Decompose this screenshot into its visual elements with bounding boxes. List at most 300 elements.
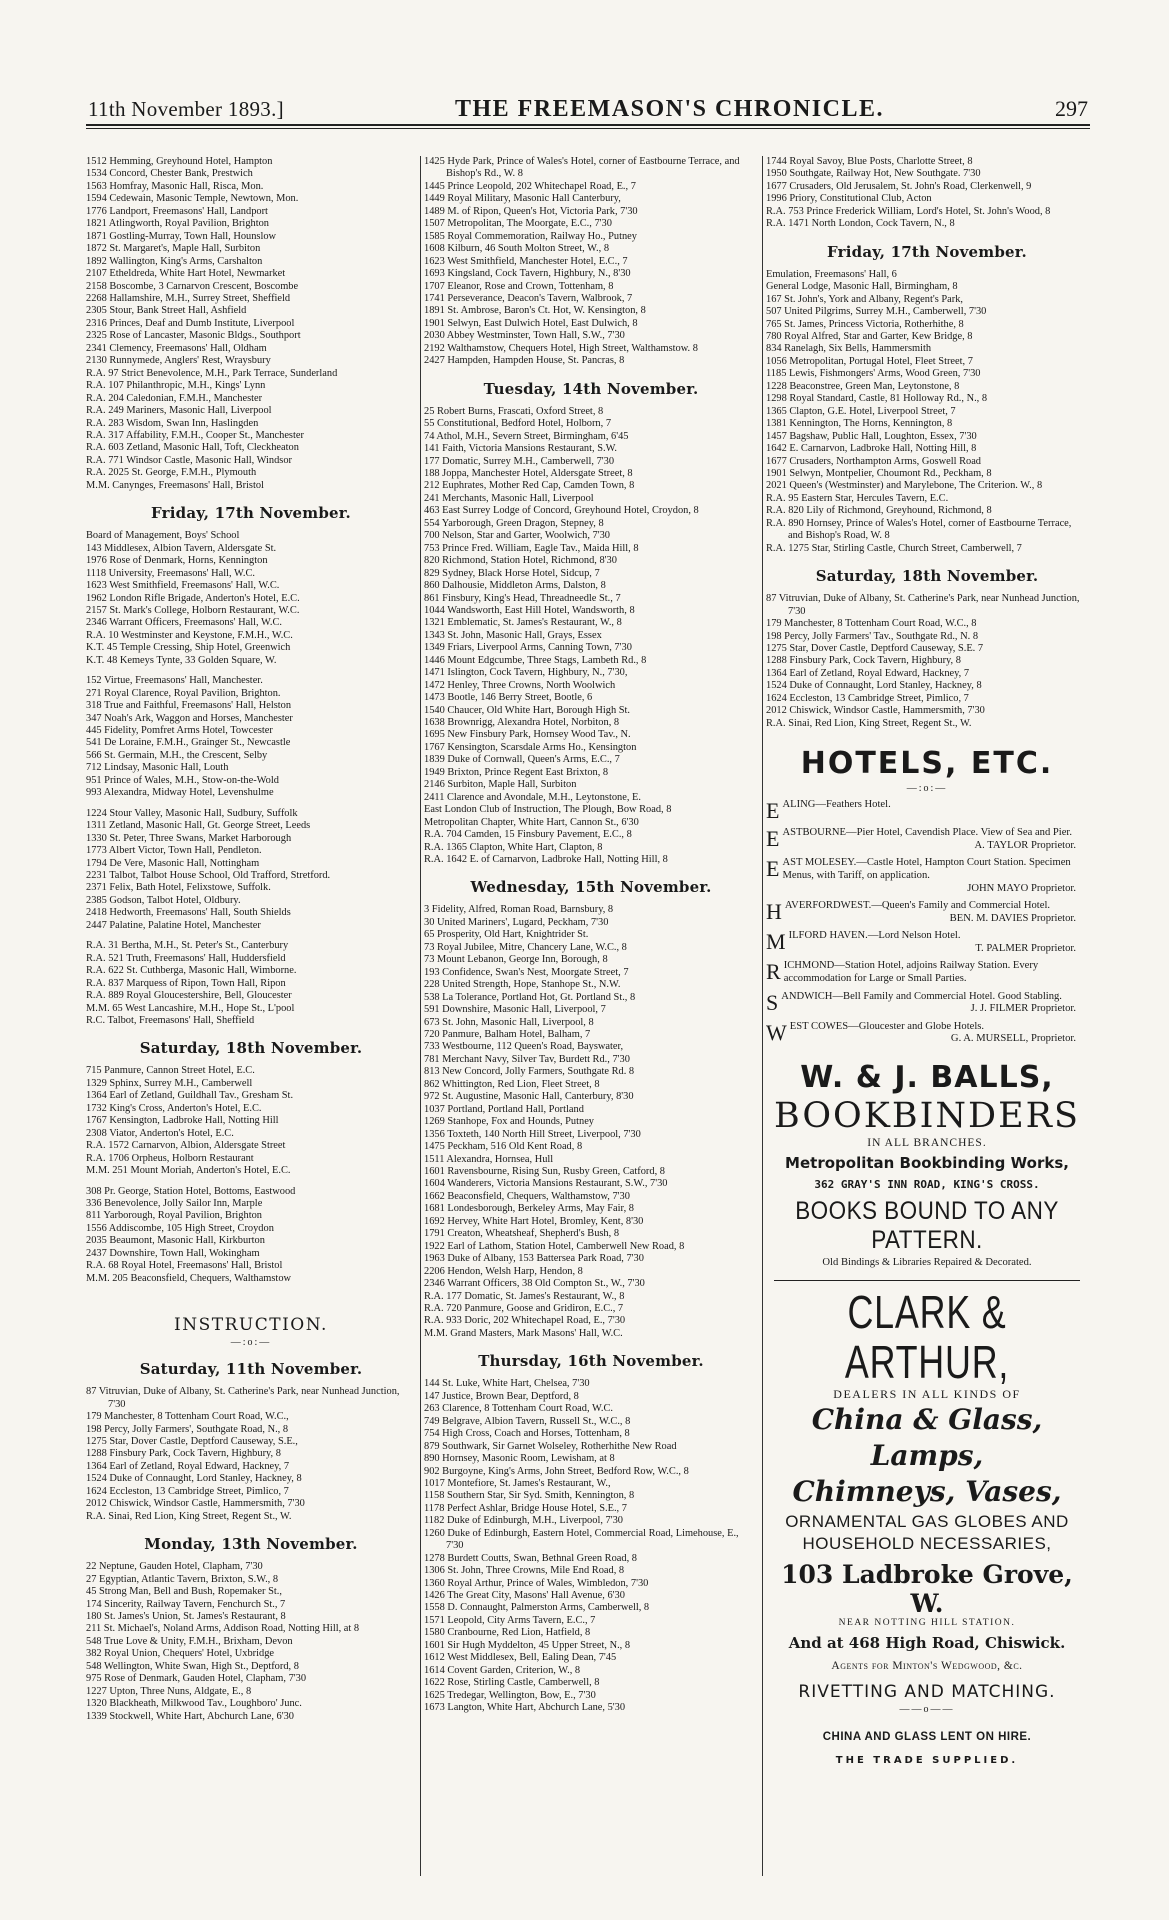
lodge-entry: 1580 Cranbourne, Red Lion, Hatfield, 8 [424,1627,591,1639]
lodge-entry: R.A. 177 Domatic, St. James's Restaurant, W., 8 [424,1290,625,1302]
header-rule [86,124,1090,126]
lodge-entry: 1625 Tredegar, Wellington, Bow, E., 7'30 [424,1689,596,1701]
lodge-entry: 1776 Landport, Freemasons' Hall, Landport [86,205,268,217]
lodge-entry: 141 Faith, Victoria Mansions Restaurant, S.W. [424,443,618,455]
lodge-entry: 1321 Emblematic, St. James's Restaurant, W., 8 [424,617,622,629]
lodge-entry: 1044 Wandsworth, East Hill Hotel, Wandsworth, 8 [424,604,635,616]
lodge-entry: R.A. 889 Royal Gloucestershire, Bell, Gloucester [86,990,292,1002]
lodge-entry: 2012 Chiswick, Windsor Castle, Hammersmith, 7'30 [86,1498,305,1510]
lodge-entry: 1571 Leopold, City Arms Tavern, E.C., 7 [424,1614,596,1626]
lodge-entry: 1228 Beaconstree, Green Man, Leytonstone, 8 [766,380,960,392]
lodge-entry: 2371 Felix, Bath Hotel, Felixstowe, Suffolk. [86,882,271,894]
drop-cap: M [766,929,786,955]
lodge-entry: 1922 Earl of Lathom, Station Hotel, Camberwell New Road, 8 [424,1240,685,1252]
lodge-entry: R.A. 1275 Star, Stirling Castle, Church Street, Camberwell, 7 [766,542,1022,554]
lodge-entry: 2325 Rose of Lancaster, Masonic Bldgs., Southport [86,330,301,342]
lodge-entry: 1158 Southern Star, Sir Syd. Smith, Kennington, 8 [424,1490,635,1502]
column-1 [86,156,416,1882]
lodge-entry: R.A. 10 Westminster and Keystone, F.M.H., W.C. [86,629,293,641]
lodge-entry: 1227 Upton, Three Nuns, Aldgate, E., 8 [86,1685,252,1697]
lodge-entry: 1118 University, Freemasons' Hall, W.C. [86,567,255,579]
lodge-entry: 1364 Earl of Zetland, Guildhall Tav., Gresham St. [86,1090,294,1102]
lodge-entry: 2341 Clemency, Freemasons' Hall, Oldham [86,342,267,354]
lodge-entry: 25 Robert Burns, Frascati, Oxford Street, 8 [424,405,604,417]
page-number: 297 [1055,96,1088,121]
lodge-entry: 73 Mount Lebanon, George Inn, Borough, 8 [424,954,608,966]
lodge-entry: 1976 Rose of Denmark, Horns, Kennington [86,555,268,567]
lodge-entry: 27 Egyptian, Atlantic Tavern, Brixton, S.W., 8 [86,1573,279,1585]
lodge-entry: 198 Percy, Jolly Farmers' Tav., Southgate Rd., N. 8 [766,630,979,642]
lodge-entry: 1260 Duke of Edinburgh, Eastern Hotel, Commercial Road, Limehouse, E., 7'30 [424,1527,739,1552]
lodge-entry: Metropolitan Chapter, White Hart, Cannon St., 6'30 [424,816,639,828]
lodge-entry: 2146 Surbiton, Maple Hall, Surbiton [424,779,577,791]
lodge-entry: R.A. 933 Doric, 202 Whitechapel Road, E., 7'30 [424,1315,626,1327]
lodge-entry: 2158 Boscombe, 3 Carnarvon Crescent, Boscombe [86,280,299,292]
lodge-entry: 1311 Zetland, Masonic Hall, Gt. George Street, Leeds [86,820,311,832]
lodge-entry: 174 Sincerity, Railway Tavern, Fenchurch St., 7 [86,1598,286,1610]
lodge-entry: 1558 D. Connaught, Palmerston Arms, Camberwell, 8 [424,1602,650,1614]
lodge-entry: 720 Panmure, Balham Hotel, Balham, 7 [424,1029,591,1040]
lodge-entry: 548 Wellington, White Swan, High St., Deptford, 8 [86,1660,299,1672]
lodge-entry: 1037 Portland, Portland Hall, Portland [424,1103,584,1115]
lodge-entry: 1275 Star, Dover Castle, Deptford Causeway, S.E., [86,1435,298,1447]
hotel-ad [766,857,1088,895]
lodge-entry: 463 East Surrey Lodge of Concord, Greyhound Hotel, Croydon, 8 [424,505,699,517]
lodge-entry: 1524 Duke of Connaught, Lord Stanley, Hackney, 8 [86,1473,302,1485]
lodge-entry: 975 Rose of Denmark, Gauden Hotel, Clapham, 7'30 [86,1673,307,1685]
lodge-entry: 1446 Mount Edgcumbe, Three Stags, Lambeth Rd., 8 [424,654,647,666]
lodge-entry: 1821 Atlingworth, Royal Pavilion, Brighton [86,218,269,230]
lodge-entry: K.T. 48 Kemeys Tynte, 33 Golden Square, W. [86,654,277,666]
lodge-list [86,808,416,933]
lodge-entry: 30 United Mariners', Lugard, Peckham, 7'30 [424,916,609,928]
lodge-entry: 73 Royal Jubilee, Mitre, Chancery Lane, W.C., 8 [424,941,627,953]
drop-cap: S [766,989,779,1015]
lodge-entry: 1473 Bootle, 146 Berry Street, Bootle, 6 [424,692,593,704]
lodge-entry: 2385 Godson, Talbot Hotel, Oldbury. [86,894,241,906]
lodge-entry: 193 Confidence, Swan's Nest, Moorgate Street, 7 [424,966,629,978]
hotel-ad [766,799,1088,822]
lodge-entry: 1534 Concord, Chester Bank, Prestwich [86,168,253,180]
lodge-entry: 179 Manchester, 8 Tottenham Court Road, W.C., 8 [766,618,977,630]
lodge-list [86,1386,416,1523]
clark-advert-ornamental: ORNAMENTAL GAS GLOBES AND [785,1512,1069,1532]
hotel-description: ANDWICH—Bell Family and Commercial Hotel. Good Stabling. [781,990,1062,1002]
hotel-proprietor: JOHN MAYO Proprietor. [967,882,1076,894]
lodge-entry: 1612 West Middlesex, Bell, Ealing Dean, 7'45 [424,1652,617,1664]
clark-advert-agents: Agents for Minton's Wedgwood, &c. [831,1660,1023,1673]
section-heading-thursday: Thursday, 16th November. [478,1352,704,1371]
lodge-entry: 1298 Royal Standard, Castle, 81 Holloway Rd., N., 8 [766,393,988,405]
lodge-entry: 1732 King's Cross, Anderton's Hotel, E.C. [86,1102,262,1114]
lodge-entry: 1642 E. Carnarvon, Ladbroke Hall, Notting Hill, 8 [766,443,977,455]
balls-advert-slogan: BOOKS BOUND TO ANY PATTERN. [795,1197,1059,1255]
hotel-description: ASTBOURNE—Pier Hotel, Cavendish Place. View of Sea and Pier. [782,827,1073,839]
issue-date: 11th November 1893.] [88,97,284,121]
lodge-entry: 1614 Covent Garden, Criterion, W., 8 [424,1664,581,1676]
lodge-entry: R.A. 1365 Clapton, White Hart, Clapton, 8 [424,841,603,853]
balls-advert-works: Metropolitan Bookbinding Works, [785,1154,1069,1173]
lodge-entry: 1524 Duke of Connaught, Lord Stanley, Hackney, 8 [766,680,982,692]
lodge-list [424,1378,758,1714]
lodge-entry: 2012 Chiswick, Windsor Castle, Hammersmith, 7'30 [766,705,985,717]
lodge-list [766,269,1088,555]
lodge-entry: 861 Finsbury, King's Head, Threadneedle St., 7 [424,592,621,604]
lodge-entry: 566 St. Germain, M.H., the Crescent, Selby [86,749,268,761]
ornament-divider: ——o—— [899,1704,955,1716]
lodge-entry: R.A. 95 Eastern Star, Hercules Tavern, E.C. [766,492,949,504]
lodge-entry: 144 St. Luke, White Hart, Chelsea, 7'30 [424,1378,590,1390]
lodge-list [424,904,758,1340]
lodge-entry: 2157 St. Mark's College, Holborn Restaurant, W.C. [86,604,300,616]
section-heading-wednesday: Wednesday, 15th November. [470,878,712,897]
lodge-entry: 1356 Toxteth, 140 North Hill Street, Liverpool, 7'30 [424,1128,641,1140]
lodge-entry: 1741 Perseverance, Deacon's Tavern, Walbrook, 7 [424,292,633,304]
lodge-entry: 712 Lindsay, Masonic Hall, Louth [86,762,229,774]
lodge-entry: 1364 Earl of Zetland, Royal Edward, Hackney, 7 [766,667,970,679]
lodge-entry: 2107 Etheldreda, White Hart Hotel, Newmarket [86,268,286,280]
lodge-entry: Board of Management, Boys' School [86,530,240,542]
lodge-list [766,593,1088,730]
lodge-entry: R.A. 603 Zetland, Masonic Hall, Toft, Cleckheaton [86,442,299,454]
lodge-entry: 1608 Kilburn, 46 South Molton Street, W., 8 [424,243,610,255]
lodge-entry: 1339 Stockwell, White Hart, Abchurch Lane, 6'30 [86,1710,294,1722]
lodge-entry: 813 New Concord, Jolly Farmers, Southgate Rd. 8 [424,1066,635,1078]
balls-advert-trade: BOOKBINDERS [773,1096,1081,1137]
lodge-entry: 143 Middlesex, Albion Tavern, Aldersgate St. [86,542,277,554]
lodge-entry: 2411 Clarence and Avondale, M.H., Leytonstone, E. [424,791,641,803]
lodge-entry: M.M. 251 Mount Moriah, Anderton's Hotel, E.C. [86,1165,291,1177]
lodge-entry: 820 Richmond, Station Hotel, Richmond, 8'30 [424,555,617,567]
lodge-entry: 1563 Homfray, Masonic Hall, Risca, Mon. [86,180,264,192]
lodge-entry: 1963 Duke of Albany, 153 Battersea Park Road, 7'30 [424,1253,644,1265]
lodge-entry: 1185 Lewis, Fishmongers' Arms, Wood Green, 7'30 [766,368,981,380]
lodge-entry: 1269 Stanhope, Fox and Hounds, Putney [424,1116,594,1128]
lodge-entry: 179 Manchester, 8 Tottenham Court Road, W.C., [86,1411,289,1423]
lodge-entry: 198 Percy, Jolly Farmers', Southgate Road, N., 8 [86,1423,289,1435]
lodge-entry: R.A. 317 Affability, F.M.H., Cooper St., Manchester [86,429,304,441]
lodge-entry: 1275 Star, Dover Castle, Deptford Causeway, S.E. 7 [766,642,984,654]
lodge-entry: 2030 Abbey Westminster, Town Hall, S.W., 7'30 [424,330,625,342]
lodge-entry: 780 Royal Alfred, Star and Garter, Kew Bridge, 8 [766,330,973,342]
lodge-entry: 1892 Wallington, King's Arms, Carshalton [86,255,263,267]
lodge-entry: 1901 Selwyn, East Dulwich Hotel, East Dulwich, 8 [424,317,638,329]
lodge-entry: 445 Fidelity, Pomfret Arms Hotel, Towcester [86,725,273,737]
lodge-entry: R.A. Sinai, Red Lion, King Street, Regent St., W. [766,717,972,729]
lodge-entry: M.M. 205 Beaconsfield, Chequers, Walthamstow [86,1272,292,1284]
lodge-entry: R.A. 2025 St. George, F.M.H., Plymouth [86,467,257,479]
lodge-entry: R.A. 704 Camden, 15 Finsbury Pavement, E.C., 8 [424,829,632,841]
lodge-list [424,156,758,368]
lodge-entry: 753 Prince Fred. William, Eagle Tav., Maida Hill, 8 [424,542,639,554]
lodge-entry: 1677 Crusaders, Northampton Arms, Goswell Road [766,455,982,467]
drop-cap: H [766,899,782,925]
lodge-entry: 1601 Ravensbourne, Rising Sun, Rusby Green, Catford, 8 [424,1165,665,1177]
lodge-entry: 382 Royal Union, Chequers' Hotel, Uxbridge [86,1648,275,1660]
hotel-description: ICHMOND—Station Hotel, adjoins Railway Station. Every accommodation for Large or Small Parties. [783,960,1039,985]
lodge-entry: 1278 Burdett Coutts, Swan, Bethnal Green Road, 8 [424,1552,637,1564]
clark-advert-line2: Chimneys, Vases, [792,1475,1062,1509]
section-heading-friday: Friday, 17th November. [827,242,1027,261]
lodge-entry: 1425 Hyde Park, Prince of Wales's Hotel, corner of Eastbourne Terrace, and Bishop's Rd., W. 8 [424,156,740,180]
lodge-entry: R.A. 622 St. Cuthberga, Masonic Hall, Wimborne. [86,965,297,977]
hotel-ads [766,799,1088,1046]
lodge-entry: 1662 Beaconsfield, Chequers, Walthamstow, 7'30 [424,1190,630,1202]
lodge-entry: 862 Whittington, Red Lion, Fleet Street, 8 [424,1078,600,1090]
lodge-entry: R.A. 249 Mariners, Masonic Hall, Liverpool [86,405,272,417]
lodge-entry: 1475 Peckham, 516 Old Kent Road, 8 [424,1141,583,1153]
lodge-entry: 1426 The Great City, Masons' Hall Avenue, 6'30 [424,1590,625,1602]
hotel-description: AST MOLESEY.—Castle Hotel, Hampton Court Station. Specimen Menus, with Tariff, on application. [782,857,1071,881]
clark-advert-hire: CHINA AND GLASS LENT ON HIRE. [822,1731,1032,1744]
lodge-entry: 834 Ranelagh, Six Bells, Hammersmith [766,343,932,355]
lodge-entry: 1891 St. Ambrose, Baron's Ct. Hot, W. Kensington, 8 [424,305,646,317]
lodge-entry: 2206 Hendon, Welsh Harp, Hendon, 8 [424,1265,583,1277]
lodge-entry: 1343 St. John, Masonic Hall, Grays, Essex [424,629,602,641]
lodge-entry: 829 Sydney, Black Horse Hotel, Sidcup, 7 [424,567,600,579]
lodge-entry: 1288 Finsbury Park, Cock Tavern, Highbury, 8 [86,1448,281,1460]
lodge-entry: 1871 Gostling-Murray, Town Hall, Hounslow [86,230,277,242]
lodge-entry: 993 Alexandra, Midway Hotel, Levenshulme [86,787,274,799]
lodge-entry: 2305 Stour, Bank Street Hall, Ashfield [86,305,247,317]
lodge-entry: 318 True and Faithful, Freemasons' Hall, Helston [86,700,292,712]
lodge-entry: General Lodge, Masonic Hall, Birmingham, 8 [766,281,958,293]
lodge-entry: 1556 Addiscombe, 105 High Street, Croydon [86,1222,274,1234]
lodge-entry: 1594 Cedewain, Masonic Temple, Newtown, Mon. [86,193,299,205]
lodge-entry: R.A. 283 Wisdom, Swan Inn, Haslingden [86,417,259,429]
lodge-entry: 347 Noah's Ark, Waggon and Horses, Manchester [86,712,293,724]
hotel-proprietor: T. PALMER Proprietor. [975,942,1076,954]
hotels-heading: HOTELS, ETC. [800,746,1054,782]
lodge-entry: R.A. 31 Bertha, M.H., St. Peter's St., Canterbury [86,940,289,952]
lodge-entry: 902 Burgoyne, King's Arms, John Street, Bedford Row, W.C., 8 [424,1465,689,1477]
clark-advert-dealers: DEALERS IN ALL KINDS OF [833,1387,1021,1402]
lodge-entry: R.A. 107 Philanthropic, M.H., Kings' Lynn [86,380,266,392]
lodge-entry: 87 Vitruvian, Duke of Albany, St. Catherine's Park, near Nunhead Junction, 7'30 [766,593,1080,617]
lodge-entry: 1364 Earl of Zetland, Royal Edward, Hackney, 7 [86,1460,290,1472]
section-heading-saturday-instruction: Saturday, 11th November. [139,1360,363,1379]
clark-advert-rivetting: RIVETTING AND MATCHING. [798,1682,1056,1703]
lodge-entry: 890 Hornsey, Masonic Room, Lewisham, at 8 [424,1453,615,1465]
lodge-entry: 1360 Royal Arthur, Prince of Wales, Wimbledon, 7'30 [424,1577,649,1589]
section-heading-monday: Monday, 13th November. [144,1535,358,1554]
lodge-entry: 749 Belgrave, Albion Tavern, Russell St., W.C., 8 [424,1415,631,1427]
lodge-entry: 1773 Albert Victor, Town Hall, Pendleton. [86,845,262,857]
lodge-entry: R.A. 771 Windsor Castle, Masonic Hall, Windsor [86,454,293,466]
section-heading-saturday: Saturday, 18th November. [139,1039,363,1058]
lodge-entry: 1507 Metropolitan, The Moorgate, E.C., 7'30 [424,218,612,230]
lodge-entry: 1692 Hervey, White Hart Hotel, Bromley, Kent, 8'30 [424,1215,644,1227]
lodge-entry: 781 Merchant Navy, Silver Tav, Burdett Rd., 7'30 [424,1053,630,1065]
lodge-entry: 1839 Duke of Cornwall, Queen's Arms, E.C., 7 [424,754,620,766]
lodge-entry: 765 St. James, Princess Victoria, Rotherhithe, 8 [766,318,964,330]
lodge-entry: 1794 De Vere, Masonic Hall, Nottingham [86,857,260,869]
lodge-entry: 1601 Sir Hugh Myddelton, 45 Upper Street, N., 8 [424,1639,631,1651]
lodge-entry: 271 Royal Clarence, Royal Pavilion, Brighton. [86,687,281,699]
header-rule-thin [86,128,1090,129]
lodge-entry: 1744 Royal Savoy, Blue Posts, Charlotte Street, 8 [766,156,973,167]
lodge-entry: R.A. 890 Hornsey, Prince of Wales's Hotel, corner of Eastbourne Terrace, and Bishop's Road, W. 8 [766,517,1072,542]
hotel-ad [766,900,1088,925]
lodge-entry: 2316 Princes, Deaf and Dumb Institute, Liverpool [86,317,295,329]
clark-advert-branch: And at 468 High Road, Chiswick. [788,1634,1066,1653]
lodge-entry: 2308 Viator, Anderton's Hotel, E.C. [86,1127,234,1139]
lodge-entry: 1330 St. Peter, Three Swans, Market Harborough [86,832,292,844]
lodge-entry: 1182 Duke of Edinburgh, M.H., Liverpool, 7'30 [424,1515,623,1527]
lodge-entry: R.A. 753 Prince Frederick William, Lord's Hotel, St. John's Wood, 8 [766,205,1051,217]
lodge-list [86,1065,416,1177]
lodge-entry: East London Club of Instruction, The Plough, Bow Road, 8 [424,804,672,816]
lodge-entry: 1677 Crusaders, Old Jerusalem, St. John's Road, Clerkenwell, 9 [766,180,1032,192]
lodge-entry: 1471 Islington, Cock Tavern, Highbury, N., 7'30, [424,667,628,679]
lodge-entry: 2231 Talbot, Talbot House School, Old Trafford, Stretford. [86,870,331,882]
drop-cap: E [766,798,780,824]
column-2 [424,156,758,1882]
lodge-entry: 1996 Priory, Constitutional Club, Acton [766,193,932,205]
ornament-divider: —:o:— [230,1337,272,1349]
lodge-entry: 1872 St. Margaret's, Maple Hall, Surbiton [86,243,261,255]
lodge-entry: 1306 St. John, Three Crowns, Mile End Road, 8 [424,1565,625,1577]
lodge-entry: R.A. 1642 E. of Carnarvon, Ladbroke Hall, Notting Hill, 8 [424,854,668,866]
hotel-proprietor: BEN. M. DAVIES Proprietor. [949,912,1076,924]
balls-advert-address: 362 GRAY'S INN ROAD, KING'S CROSS. [814,1178,1040,1192]
lodge-entry: 241 Merchants, Masonic Hall, Liverpool [424,492,594,504]
lodge-entry: 55 Constitutional, Bedford Hotel, Holborn, 7 [424,418,612,430]
lodge-list [424,406,758,867]
lodge-entry: 2437 Downshire, Town Hall, Wokingham [86,1247,260,1259]
lodge-entry: 65 Prosperity, Old Hart, Knightrider St. [424,929,589,941]
lodge-entry: 1707 Eleanor, Rose and Crown, Tottenham, 8 [424,280,614,292]
lodge-entry: 554 Yarborough, Green Dragon, Stepney, 8 [424,517,604,529]
lodge-entry: R.A. 1572 Carnarvon, Albion, Aldersgate Street [86,1140,286,1152]
lodge-entry: 1623 West Smithfield, Manchester Hotel, E.C., 7 [424,255,628,267]
lodge-entry: 2021 Queen's (Westminster) and Marylebone, The Criterion. W., 8 [766,480,1043,492]
drop-cap: E [766,856,780,882]
lodge-entry: K.T. 45 Temple Cressing, Ship Hotel, Greenwich [86,642,291,654]
lodge-entry: 1329 Sphinx, Surrey M.H., Camberwell [86,1077,253,1089]
lodge-entry: 1950 Southgate, Railway Hot, New Southgate. 7'30 [766,168,981,180]
lodge-entry: 754 High Cross, Coach and Horses, Tottenham, 8 [424,1428,630,1440]
lodge-entry: 811 Yarborough, Royal Pavilion, Brighton [86,1210,262,1222]
balls-advert-name: W. & J. BALLS, [800,1060,1054,1096]
lodge-entry: 1623 West Smithfield, Freemasons' Hall, W.C. [86,580,280,592]
lodge-entry: 1767 Kensington, Scarsdale Arms Ho., Kensington [424,741,637,753]
lodge-entry: 1604 Wanderers, Victoria Mansions Restaurant, S.W., 7'30 [424,1178,668,1190]
hotel-ad [766,991,1088,1016]
lodge-entry: 1511 Alexandra, Hornsea, Hull [424,1153,554,1165]
hotel-description: EST COWES—Gloucester and Globe Hotels. [789,1020,985,1032]
lodge-entry: 733 Westbourne, 112 Queen's Road, Bayswater, [424,1041,624,1053]
instruction-heading: INSTRUCTION. [174,1315,328,1336]
drop-cap: E [766,826,780,852]
lodge-entry: R.C. Talbot, Freemasons' Hall, Sheffield [86,1015,255,1026]
lodge-entry: 211 St. Michael's, Noland Arms, Addison Road, Notting Hill, at 8 [86,1623,360,1635]
lodge-entry: 2035 Beaumont, Masonic Hall, Kirkburton [86,1235,265,1247]
lodge-entry: 1638 Brownrigg, Alexandra Hotel, Norbiton, 8 [424,717,620,729]
hotel-ad [766,930,1088,955]
lodge-entry: 228 United Strength, Hope, Stanhope St., N.W. [424,979,621,991]
hotel-ad [766,827,1088,852]
lodge-entry: 1178 Perfect Ashlar, Bridge House Hotel, S.E., 7 [424,1502,627,1514]
lodge-list [86,940,416,1027]
lodge-entry: 2268 Hallamshire, M.H., Surrey Street, Sheffield [86,292,291,304]
lodge-entry: 1224 Stour Valley, Masonic Hall, Sudbury, Suffolk [86,807,298,819]
lodge-entry: 1320 Blackheath, Milkwood Tav., Loughboro' Junc. [86,1698,302,1710]
lodge-entry: 2346 Warrant Officers, Freemasons' Hall, W.C. [86,617,283,629]
lodge-entry: 1056 Metropolitan, Portugal Hotel, Fleet Street, 7 [766,355,973,367]
lodge-entry: 860 Dalhousie, Middleton Arms, Dalston, 8 [424,580,606,592]
lodge-entry: 1767 Kensington, Ladbroke Hall, Notting Hill [86,1115,279,1127]
lodge-entry: R.A. 521 Truth, Freemasons' Hall, Huddersfield [86,952,286,964]
section-heading-friday: Friday, 17th November. [151,504,351,523]
lodge-entry: R.A. 1706 Orpheus, Holborn Restaurant [86,1152,254,1164]
hotel-proprietor: J. J. FILMER Proprietor. [970,1003,1076,1015]
lodge-entry: 1791 Creaton, Wheatsheaf, Shepherd's Bush, 8 [424,1228,620,1240]
lodge-entry: 180 St. James's Union, St. James's Restaurant, 8 [86,1610,286,1622]
column-divider [762,156,763,1876]
lodge-list [86,1561,416,1723]
clark-advert-name: CLARK & ARTHUR, [844,1286,1010,1389]
lodge-entry: 188 Joppa, Manchester Hotel, Aldersgate Street, 8 [424,467,633,479]
lodge-entry: 673 St. John, Masonic Hall, Liverpool, 8 [424,1016,594,1028]
lodge-entry: 591 Downshire, Masonic Hall, Liverpool, 7 [424,1004,606,1016]
lodge-entry: 263 Clarence, 8 Tottenham Court Road, W.C. [424,1403,613,1415]
balls-advert-branches: IN ALL BRANCHES. [867,1137,987,1150]
hotel-description: ALING—Feathers Hotel. [782,799,891,811]
lodge-entry: 538 La Tolerance, Portland Hot, Gt. Portland St., 8 [424,991,636,1003]
lodge-entry: 1512 Hemming, Greyhound Hotel, Hampton [86,156,273,167]
lodge-entry: 1681 Londesborough, Berkeley Arms, May Fair, 8 [424,1203,634,1215]
lodge-entry: R.A. 720 Panmure, Goose and Gridiron, E.C., 7 [424,1302,624,1314]
clark-advert-household: HOUSEHOLD NECESSARIES, [802,1534,1052,1554]
lodge-entry: M.M. 65 West Lancashire, M.H., Hope St., L'pool [86,1002,295,1014]
lodge-entry: 1622 Rose, Stirling Castle, Camberwell, 8 [424,1677,600,1689]
lodge-entry: 2130 Runnymede, Anglers' Rest, Wraysbury [86,355,271,367]
lodge-entry: 1949 Brixton, Prince Regent East Brixton, 8 [424,766,609,778]
lodge-entry: 147 Justice, Brown Bear, Deptford, 8 [424,1390,579,1402]
lodge-entry: 1349 Friars, Liverpool Arms, Canning Town, 7'30 [424,642,632,654]
section-heading-saturday: Saturday, 18th November. [815,567,1039,586]
lodge-list [86,530,416,667]
lodge-list [86,675,416,800]
lodge-entry: M.M. Grand Masters, Mark Masons' Hall, W.C. [424,1327,623,1339]
lodge-entry: 1445 Prince Leopold, 202 Whitechapel Road, E., 7 [424,180,636,192]
lodge-entry: R.A. Sinai, Red Lion, King Street, Regent St., W. [86,1510,292,1522]
lodge-entry: 1457 Bagshaw, Public Hall, Loughton, Essex, 7'30 [766,430,977,442]
lodge-entry: 2427 Hampden, Hampden House, St. Pancras, 8 [424,355,625,367]
lodge-list [766,156,1088,231]
lodge-entry: R.A. 68 Royal Hotel, Freemasons' Hall, Bristol [86,1260,283,1272]
hotel-proprietor: G. A. MURSELL, Proprietor. [950,1033,1076,1045]
lodge-entry: 1540 Chaucer, Old White Hart, Borough High St. [424,704,631,716]
lodge-entry: 1472 Henley, Three Crowns, North Woolwich [424,679,616,691]
lodge-entry: 507 United Pilgrims, Surrey M.H., Camberwell, 7'30 [766,306,987,318]
lodge-entry: 2447 Palatine, Palatine Hotel, Manchester [86,919,261,931]
lodge-entry: 1695 New Finsbury Park, Hornsey Wood Tav., N. [424,729,631,741]
drop-cap: R [766,959,781,985]
advert-rule [774,1280,1080,1281]
lodge-entry: 2418 Hedworth, Freemasons' Hall, South Shields [86,907,291,919]
column-divider [420,156,421,1876]
lodge-entry: 212 Euphrates, Mother Red Cap, Camden Town, 8 [424,480,635,492]
lodge-entry: R.A. 1471 North London, Cock Tavern, N., 8 [766,218,955,230]
lodge-entry: 1288 Finsbury Park, Cock Tavern, Highbury, 8 [766,655,961,667]
lodge-entry: 700 Nelson, Star and Garter, Woolwich, 7'30 [424,530,610,542]
lodge-entry: 715 Panmure, Cannon Street Hotel, E.C. [86,1065,255,1077]
lodge-entry: 177 Domatic, Surrey M.H., Camberwell, 7'30 [424,455,615,467]
lodge-entry: 1017 Montefiore, St. James's Restaurant, W., [424,1477,611,1489]
ornament-divider: —:o:— [906,783,948,795]
